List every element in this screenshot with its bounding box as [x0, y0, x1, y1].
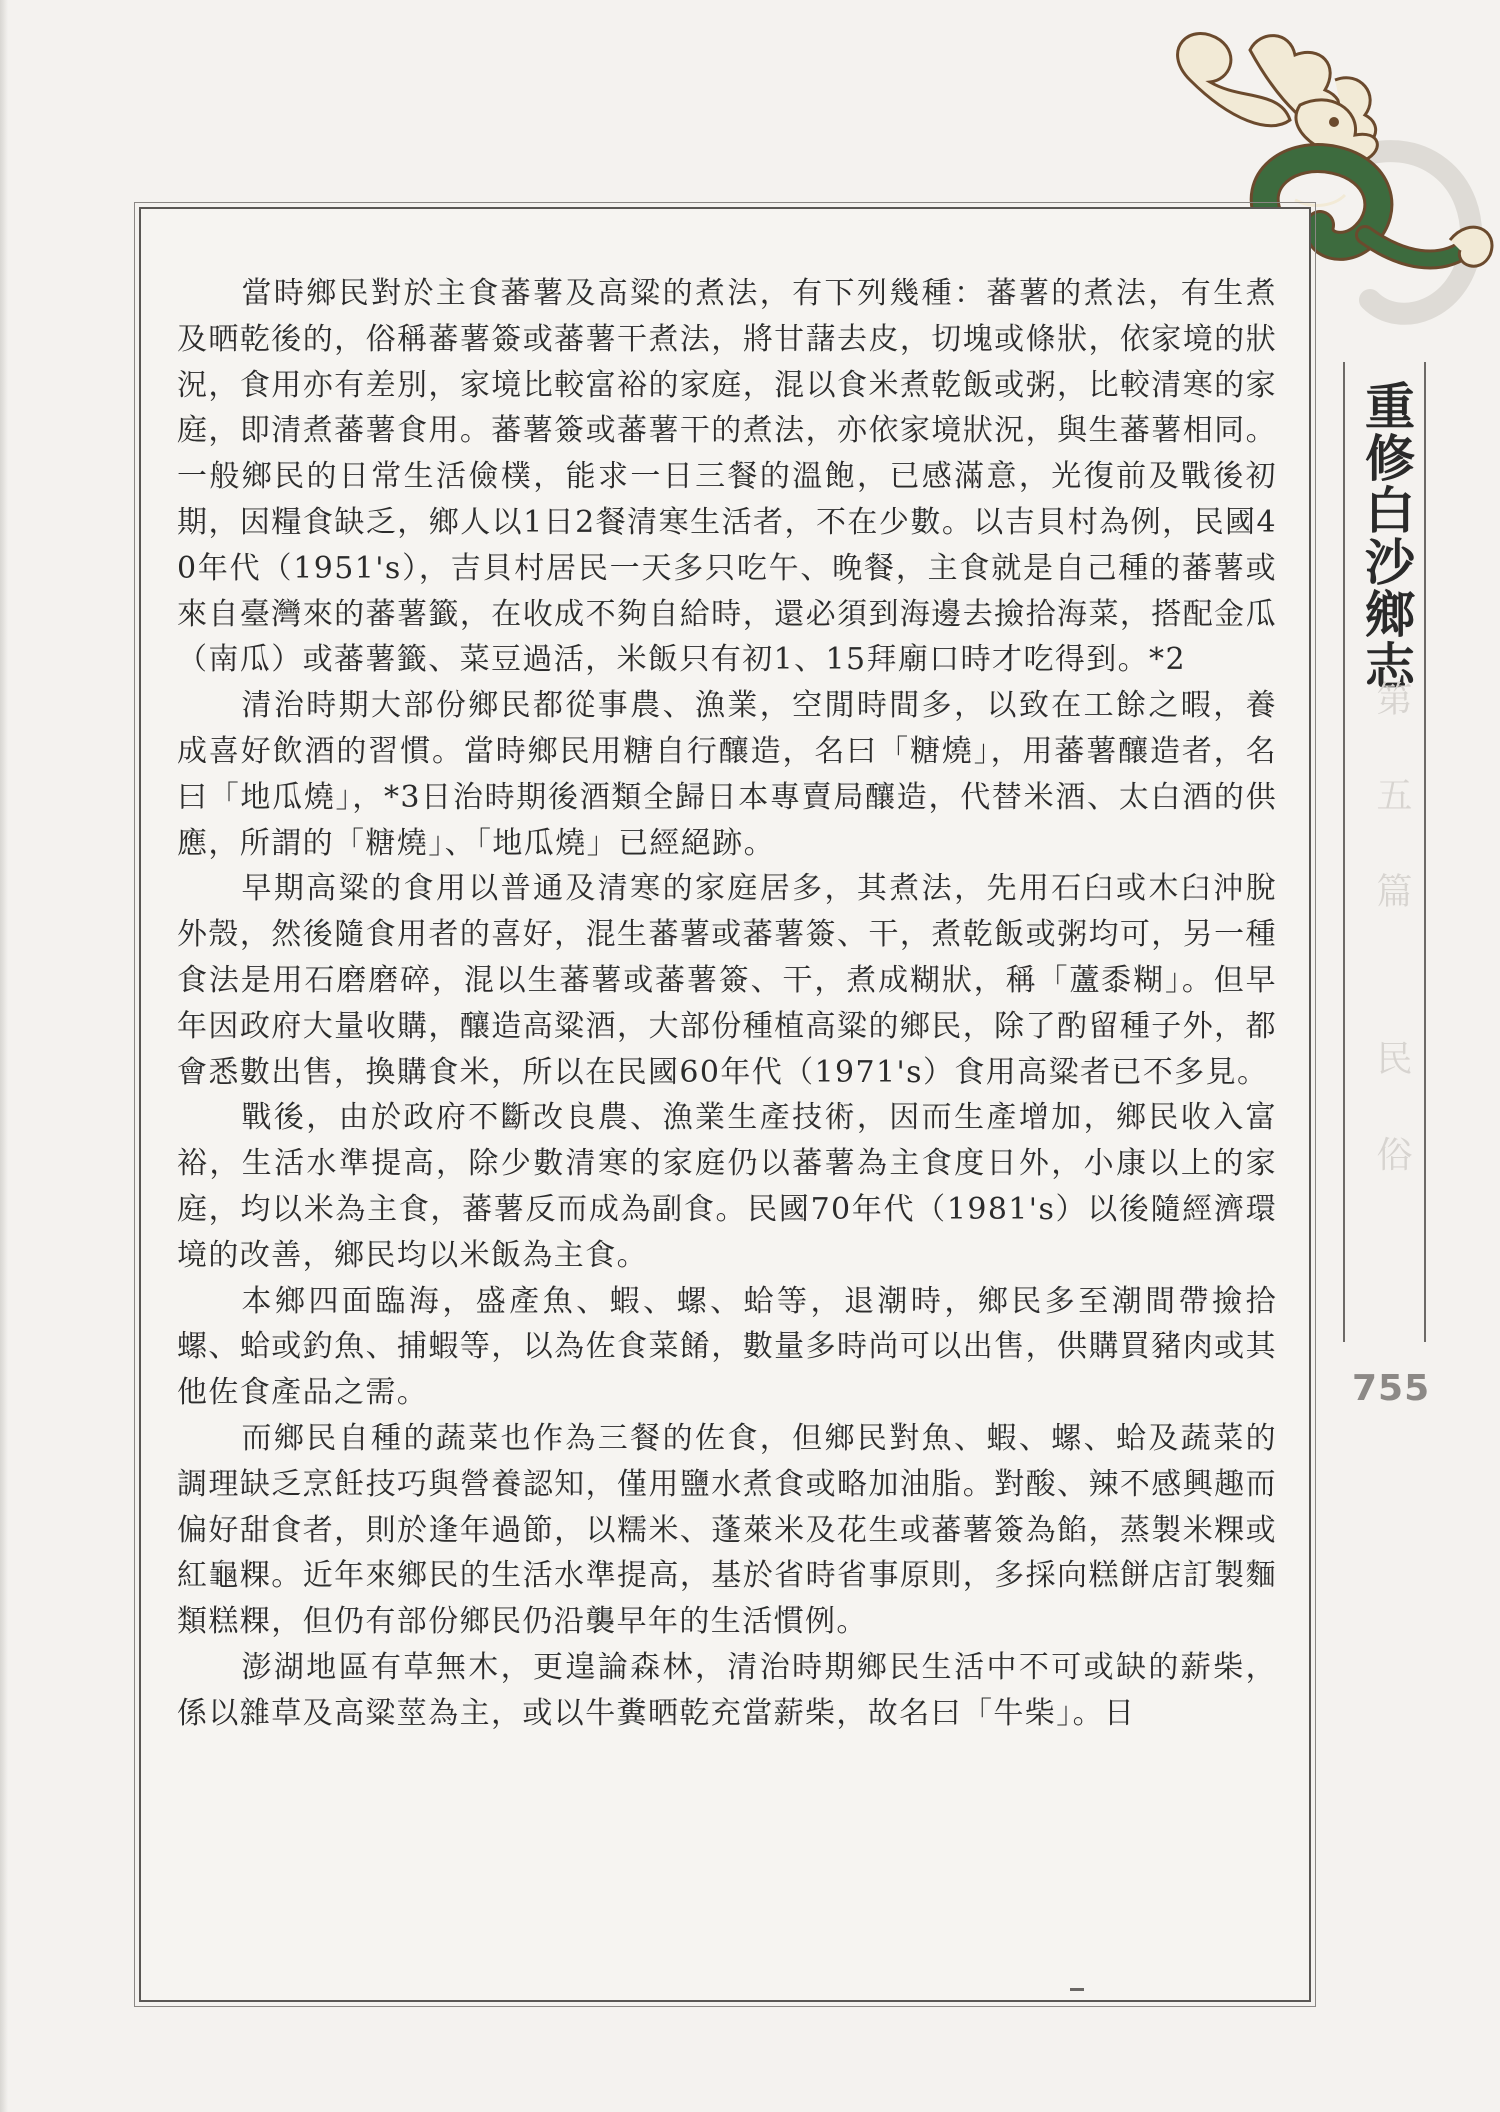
page-number: 755 [1352, 1368, 1431, 1409]
paragraph-5: 本鄉四面臨海，盛產魚、蝦、螺、蛤等，退潮時，鄉民多至潮間帶撿拾螺、蛤或釣魚、捕蝦等，以為佐食菜餚，數量多時尚可以出售，供購買豬肉或其他佐食產品之需。 [177, 1283, 1277, 1411]
faded-chapter-text: 第五篇 民俗 [1371, 680, 1412, 1232]
paragraph-4: 戰後，由於政府不斷改良農、漁業生產技術，因而生產增加，鄉民收入富裕，生活水準提高，除少數清寒的家庭仍以蕃薯為主食度日外，小康以上的家庭，均以米為主食，蕃薯反而成為副食。民國70年代（1981's）以後隨經濟環境的改善，鄉民均以米飯為主食。 [177, 1100, 1277, 1273]
body-text [177, 271, 1277, 1737]
paragraph-1: 當時鄉民對於主食蕃薯及高粱的煮法，有下列幾種：蕃薯的煮法，有生煮及晒乾後的，俗稱蕃薯簽或蕃薯干煮法，將甘藷去皮，切塊或條狀，依家境的狀況，食用亦有差別，家境比較富裕的家庭，混以食米煮乾飯或粥，比較清寒的家庭，即清煮蕃薯食用。蕃薯簽或蕃薯干的煮法，亦依家境狀況，與生蕃薯相同。一般鄉民的日常生活儉樸，能求一日三餐的溫飽，已感滿意，光復前及戰後初期，因糧食缺乏，鄉人以1日2餐清寒生活者，不在少數。以吉貝村為例，民國40年代（1951's），吉貝村居民一天多只吃午、晚餐，主食就是自己種的蕃薯或來自臺灣來的蕃薯籤，在收成不夠自給時，還必須到海邊去撿拾海菜，搭配金瓜（南瓜）或蕃薯籤、菜豆過活，米飯只有初1、15拜廟口時才吃得到。*2 [177, 276, 1277, 678]
book-title: 重修白沙鄉志 [1357, 380, 1416, 692]
footer-mark [1070, 1988, 1084, 1991]
paragraph-3: 早期高粱的食用以普通及清寒的家庭居多，其煮法，先用石臼或木臼沖脫外殼，然後隨食用者的喜好，混生蕃薯或蕃薯簽、干，煮乾飯或粥均可，另一種食法是用石磨磨碎，混以生蕃薯或蕃薯簽、干，煮成糊狀，稱「蘆黍糊」。但早年因政府大量收購，釀造高粱酒，大部份種植高粱的鄉民，除了酌留種子外，都會悉數出售，換購食米，所以在民國60年代（1971's）食用高粱者已不多見。 [177, 871, 1277, 1090]
paragraph-6: 而鄉民自種的蔬菜也作為三餐的佐食，但鄉民對魚、蝦、螺、蛤及蔬菜的調理缺乏烹飪技巧與營養認知，僅用鹽水煮食或略加油脂。對酸、辣不感興趣而偏好甜食者，則於逢年過節，以糯米、蓬萊米及花生或蕃薯簽為餡，蒸製米粿或紅龜粿。近年來鄉民的生活水準提高，基於省時省事原則，多採向糕餅店訂製麵類糕粿，但仍有部份鄉民仍沿襲早年的生活慣例。 [177, 1420, 1277, 1640]
content-frame [139, 207, 1311, 2002]
paragraph-2: 清治時期大部份鄉民都從事農、漁業，空閒時間多，以致在工餘之暇，養成喜好飲酒的習慣。當時鄉民用糖自行釀造，名曰「糖燒」，用蕃薯釀造者，名曰「地瓜燒」，*3日治時期後酒類全歸日本專賣局釀造，代替米酒、太白酒的供應，所謂的「糖燒」、「地瓜燒」已經絕跡。 [177, 688, 1277, 861]
paragraph-7: 澎湖地區有草無木，更遑論森林，清治時期鄉民生活中不可或缺的薪柴，係以雜草及高粱莖為主，或以牛糞晒乾充當薪柴，故名曰「牛柴」。日 [177, 1649, 1277, 1731]
page-edge [0, 0, 8, 2112]
